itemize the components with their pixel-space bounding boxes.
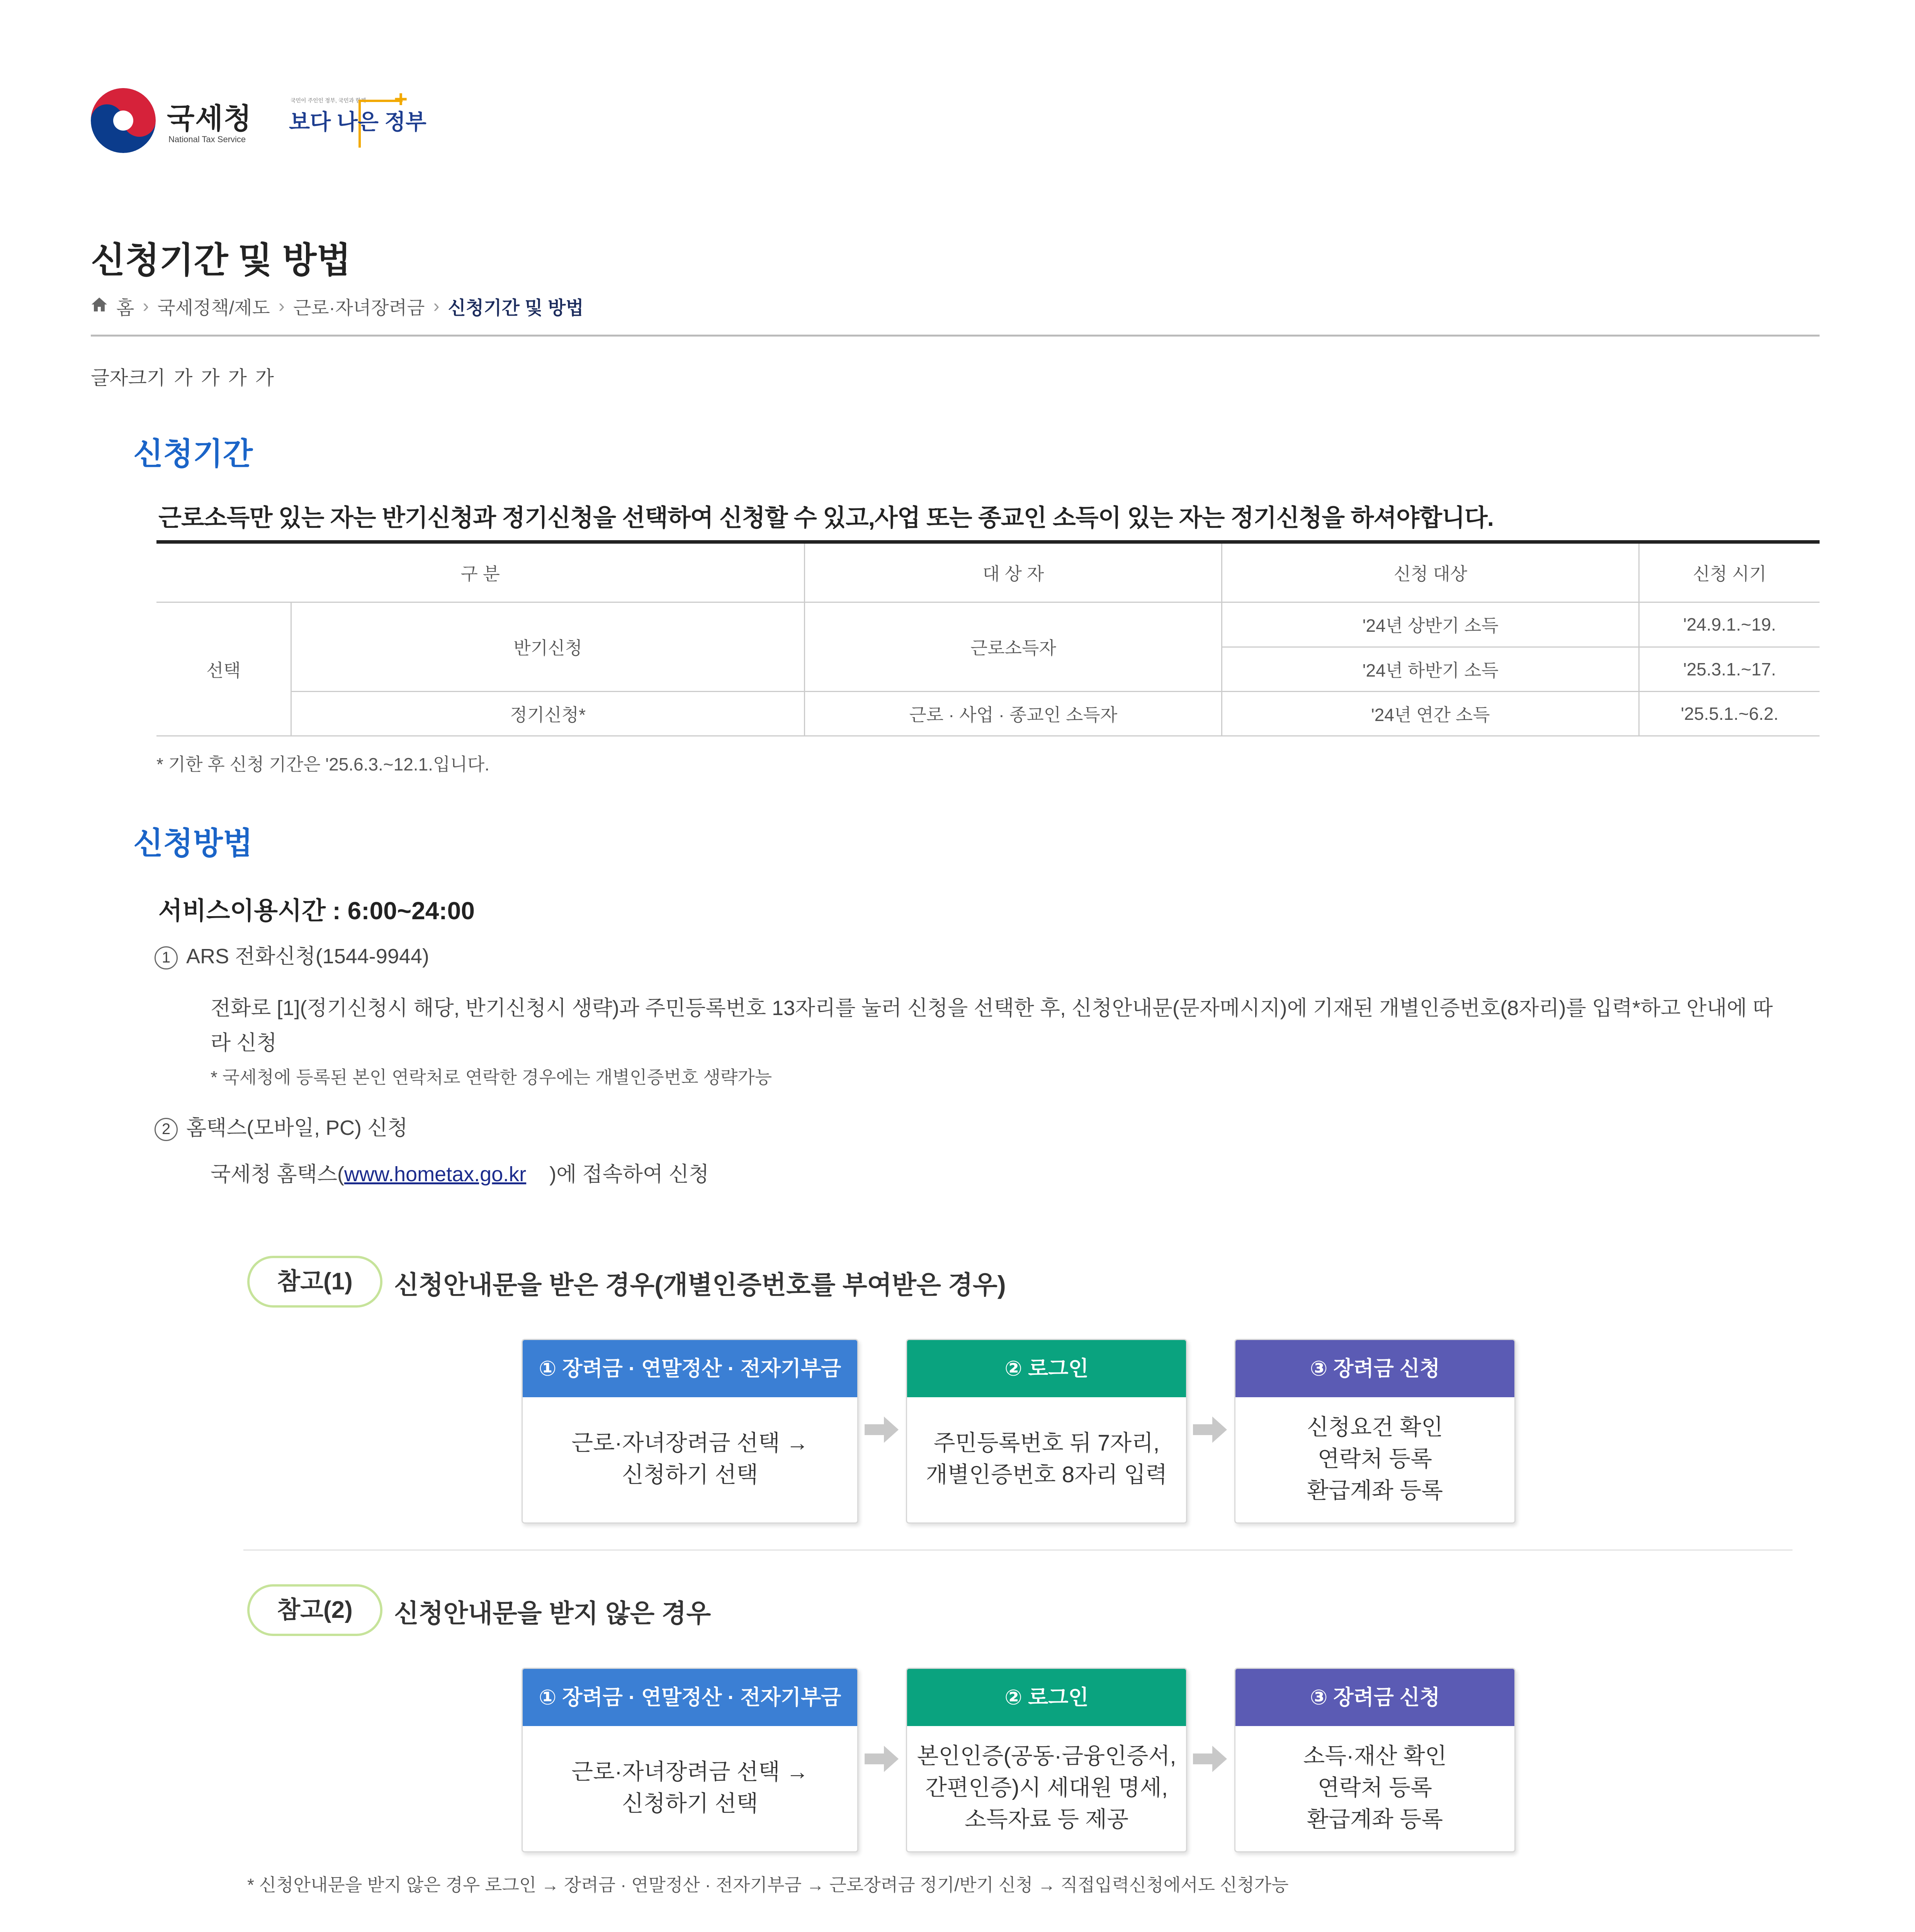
flow2-note: * 신청안내문을 받지 않은 경우 로그인 → 장려금 · 연말정산 · 전자기부금 → 근로장려금 정기/반기 신청 → 직접입력신청에서도 신청가능	[247, 1875, 1289, 1895]
period-table	[156, 540, 1820, 736]
step-head: ② 로그인	[907, 1669, 1186, 1726]
arrow-right-icon	[865, 1743, 899, 1774]
step-head: ① 장려금 · 연말정산 · 전자기부금	[523, 1340, 857, 1397]
arrow-right-icon	[1193, 1414, 1228, 1445]
ref2-desc: 신청안내문을 받지 않은 경우	[394, 1599, 711, 1628]
step-text: 주민등록번호 뒤 7자리,	[933, 1430, 1160, 1456]
step-text: 연락처 등록	[1317, 1775, 1432, 1800]
breadcrumb	[91, 293, 584, 320]
table-cell: '24년 상반기 소득	[1222, 602, 1639, 647]
step-text: 연락처 등록	[1317, 1446, 1432, 1471]
step-text: 신청하기 선택	[622, 1462, 758, 1487]
table-header: 구 분	[156, 542, 805, 602]
breadcrumb-current: 신청기간 및 방법	[448, 298, 584, 318]
breadcrumb-home[interactable]: 홈	[116, 298, 134, 318]
method-item-2	[155, 1111, 408, 1141]
arrow-right-icon	[865, 1414, 899, 1445]
step-text: 환급계좌 등록	[1307, 1478, 1443, 1503]
table-header: 신청 시기	[1639, 542, 1820, 602]
table-cell: 근로 · 사업 · 종교인 소득자	[805, 692, 1222, 736]
ref1-desc: 신청안내문을 받은 경우(개별인증번호를 부여받은 경우)	[394, 1270, 1006, 1299]
step-text: 근로·자녀장려금 선택 →	[571, 1759, 809, 1784]
table-header: 대 상 자	[805, 542, 1222, 602]
divider	[243, 1549, 1793, 1551]
method-item-2-desc	[211, 1158, 709, 1187]
table-row	[156, 692, 1820, 736]
service-hours: 서비스이용시간 : 6:00~24:00	[158, 897, 475, 925]
period-note: * 기한 후 신청 기간은 '25.6.3.~12.1.입니다.	[156, 754, 490, 774]
step-head: ③ 장려금 신청	[1235, 1669, 1514, 1726]
table-cell: 근로소득자	[805, 602, 1222, 692]
table-cell: 반기신청	[291, 602, 805, 692]
breadcrumb-incentive[interactable]: 근로·자녀장려금	[293, 298, 425, 318]
number-1-icon: 1	[155, 946, 178, 969]
period-lead-text: 근로소득만 있는 자는 반기신청과 정기신청을 선택하여 신청할 수 있고,사업 또는 종교인 소득이 있는 자는 정기신청을 하셔야합니다.	[158, 505, 1494, 531]
table-cell: '24년 하반기 소득	[1222, 647, 1639, 692]
flow1-step3	[1234, 1339, 1516, 1524]
ref1-pill: 참고(1)	[247, 1256, 382, 1308]
step-text: 소득자료 등 제공	[964, 1807, 1129, 1832]
hometax-suffix: )에 접속하여 신청	[549, 1163, 709, 1186]
step-text: 환급계좌 등록	[1307, 1807, 1443, 1832]
flow2-step2	[906, 1668, 1187, 1852]
flow1-step2	[906, 1339, 1187, 1524]
slogan-small: 국민이 주인인 정부, 국민과 함께	[291, 97, 366, 104]
chevron-right-icon: ›	[433, 296, 440, 316]
step-text: 본인인증(공동·금융인증서,	[917, 1743, 1176, 1769]
agency-eng-name: National Tax Service	[168, 134, 246, 144]
flow2-step1	[522, 1668, 858, 1852]
section-title-method: 신청방법	[133, 826, 253, 861]
method-item-1-title: ARS 전화신청(1544-9944)	[186, 945, 429, 968]
step-text: 근로·자녀장려금 선택 →	[571, 1430, 809, 1456]
method-item-1	[155, 940, 429, 969]
table-cell: 선택	[156, 602, 291, 736]
breadcrumb-tax-policy[interactable]: 국세정책/제도	[157, 298, 270, 318]
flow1-step1	[522, 1339, 858, 1524]
chevron-right-icon: ›	[143, 296, 149, 316]
method-item-1-desc-2: 라 신청	[211, 1031, 277, 1054]
table-cell: '24.9.1.~19.	[1639, 602, 1820, 647]
nts-emblem-icon[interactable]	[91, 88, 156, 153]
table-row	[156, 602, 1820, 647]
flow2-step3	[1234, 1668, 1516, 1852]
method-item-1-note: * 국세청에 등록된 본인 연락처로 연락한 경우에는 개별인증번호 생략가능	[211, 1067, 772, 1087]
arrow-right-icon	[1193, 1743, 1228, 1774]
step-text: 개별인증번호 8자리 입력	[926, 1462, 1167, 1487]
step-head: ② 로그인	[907, 1340, 1186, 1397]
chevron-right-icon: ›	[278, 296, 285, 316]
plus-icon: +	[394, 86, 408, 112]
home-icon[interactable]	[91, 296, 108, 317]
ref2-pill: 참고(2)	[247, 1584, 382, 1636]
method-item-1-desc-1: 전화로 [1](정기신청시 해당, 반기신청시 생략)과 주민등록번호 13자리를 눌러 신청을 선택한 후, 신청안내문(문자메시지)에 기재된 개별인증번호(8자리)를 입력*하고 안내에 따	[211, 997, 1773, 1020]
font-size-control[interactable]: 글자크기 가 가 가 가	[91, 367, 274, 389]
table-cell: '25.3.1.~17.	[1639, 647, 1820, 692]
step-text: 소득·재산 확인	[1303, 1743, 1447, 1769]
method-item-2-title: 홈택스(모바일, PC) 신청	[186, 1116, 408, 1139]
table-cell: 정기신청*	[291, 692, 805, 736]
page-title: 신청기간 및 방법	[91, 241, 351, 280]
section-title-period: 신청기간	[133, 437, 253, 471]
table-cell: '24년 연간 소득	[1222, 692, 1639, 736]
number-2-icon: 2	[155, 1118, 178, 1141]
step-head: ③ 장려금 신청	[1235, 1340, 1514, 1397]
table-header: 신청 대상	[1222, 542, 1639, 602]
step-text: 신청하기 선택	[622, 1791, 758, 1816]
step-text: 신청요건 확인	[1307, 1415, 1443, 1440]
step-head: ① 장려금 · 연말정산 · 전자기부금	[523, 1669, 857, 1726]
hometax-link[interactable]: www.hometax.go.kr	[344, 1163, 527, 1186]
table-cell: '25.5.1.~6.2.	[1639, 692, 1820, 736]
divider	[91, 335, 1820, 337]
agency-name[interactable]: 국세청	[167, 102, 252, 134]
slogan-logo: 보다 나은 정부	[289, 110, 426, 134]
hometax-prefix: 국세청 홈택스(	[211, 1163, 344, 1186]
step-text: 간편인증)시 세대원 명세,	[925, 1775, 1168, 1800]
